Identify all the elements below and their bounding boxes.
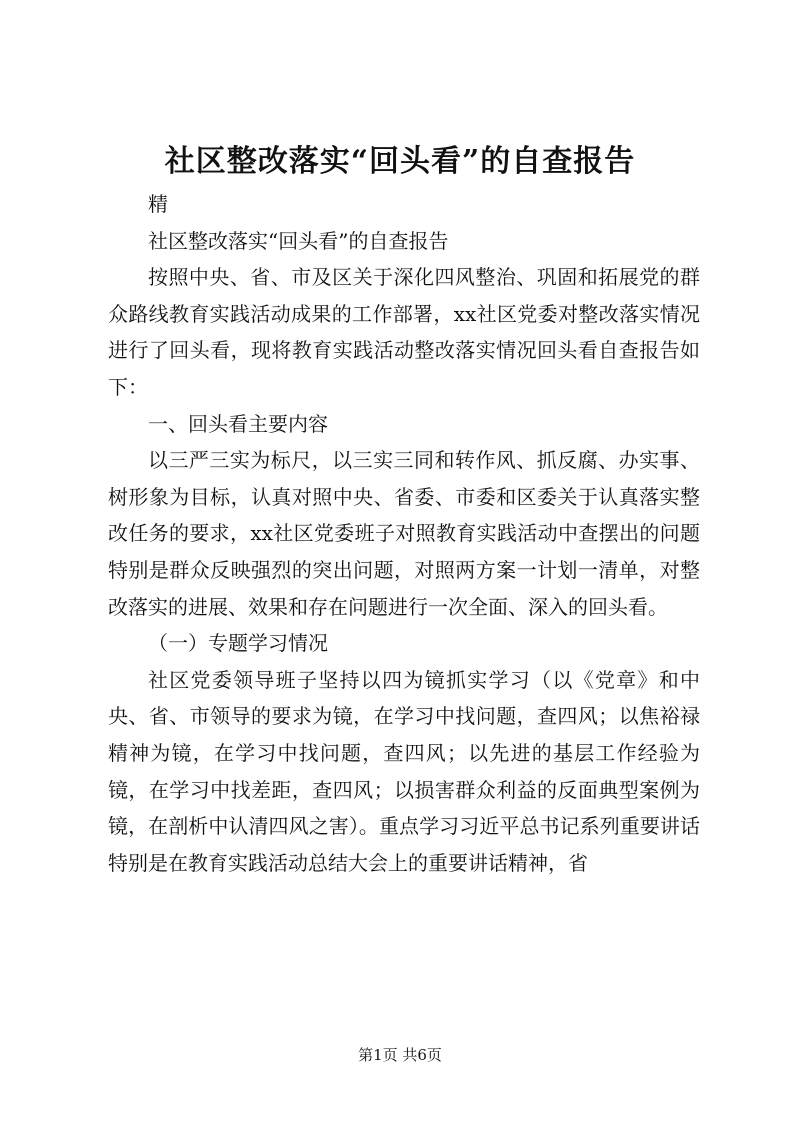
paragraph-fragment: 精 [148, 192, 168, 216]
page-number: 第1页 共6页 [358, 1046, 442, 1064]
paragraph-study: 社区党委领导班子坚持以四为镜抓实学习（以《党章》和中央、省、市领导的要求为镜，在学习中找问题，查四风；以焦裕禄精神为镜，在学习中找问题，查四风；以先进的基层工作经验为镜，在学习中找差距，查四风；以损害群众利益的反面典型案例为镜，在剖析中认清四风之害）。重点学习习近平总书记系列重要讲话特别是在教育实践活动总结大会上的重要讲话精神，省 [108, 667, 700, 875]
section-heading-1: 一、回头看主要内容 [148, 411, 328, 436]
subsection-heading-1: （一）专题学习情况 [148, 631, 328, 656]
document-body [108, 186, 700, 881]
document-title: 社区整改落实“回头看”的自查报告 [164, 144, 636, 179]
paragraph-intro: 按照中央、省、市及区关于深化四风整治、巩固和拓展党的群众路线教育实践活动成果的工作部署，xx社区党委对整改落实情况进行了回头看，现将教育实践活动整改落实情况回头看自查报告如下： [108, 265, 700, 399]
paragraph-main-content: 以三严三实为标尺，以三实三同和转作风、抓反腐、办实事、树形象为目标，认真对照中央、省委、市委和区委关于认真落实整改任务的要求，xx社区党委班子对照教育实践活动中查摆出的问题特别是群众反映强烈的突出问题，对照两方案一计划一清单，对整改落实的进展、效果和存在问题进行一次全面、深入的回头看。 [108, 448, 700, 619]
paragraph-subtitle: 社区整改落实“回头看”的自查报告 [148, 228, 449, 253]
